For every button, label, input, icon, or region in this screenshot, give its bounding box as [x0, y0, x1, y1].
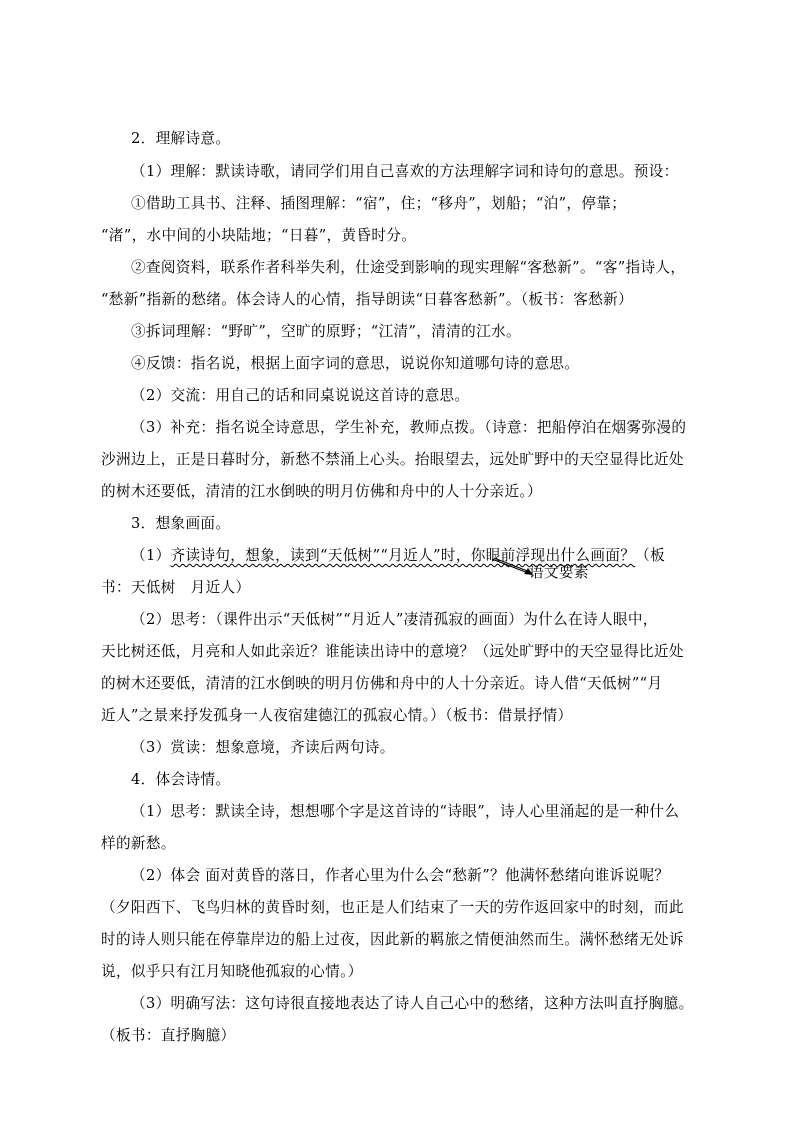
- paragraph-line: 近人”之景来抒发孤身一人夜宿建德江的孤寂心情。）（板书：借景抒情）: [101, 707, 573, 724]
- paragraph-line: （1）思考：默读全诗，想想哪个字是这首诗的“诗眼”，诗人心里涌起的是一种什么: [131, 803, 680, 820]
- paragraph-line: 天比树还低，月亮和人如此亲近？谁能读出诗中的意境？（远处旷野中的天空显得比近处: [101, 643, 684, 660]
- section-heading-3: 3．想象画面。: [131, 515, 231, 532]
- paragraph-line: （2）思考：（课件出示“天低树”“月近人”凄清孤寂的画面）为什么在诗人眼中，: [131, 611, 658, 628]
- paragraph-line: （夕阳西下、飞鸟归林的黄昏时刻，也正是人们结束了一天的劳作返回家中的时刻，而此: [101, 899, 684, 916]
- paragraph-line: （3）补充：指名说全诗意思，学生补充，教师点拨。（诗意：把船停泊在烟雾弥漫的: [131, 419, 687, 436]
- paragraph-line: 时的诗人则只能在停靠岸边的船上过夜，因此新的羁旅之情便油然而生。满怀愁绪无处诉: [101, 931, 684, 948]
- paragraph-line: 的树木还要低，清清的江水倒映的明月仿佛和舟中的人十分亲近。诗人借“天低树”“月: [101, 675, 663, 692]
- section-heading-2: 2．理解诗意。: [131, 130, 231, 147]
- annotation-arrow-icon: [490, 556, 534, 578]
- paragraph-line: ④反馈：指名说，根据上面字词的意思，说说你知道哪句诗的意思。: [131, 355, 580, 372]
- paragraph-text: （板: [635, 547, 666, 564]
- underlined-phrase: 齐读诗句，想象，读到“天低树”“月近人”时，你眼前浮现出什么画面？: [170, 547, 636, 564]
- paragraph-line: 说，似乎只有江月知晓他孤寂的心情。）: [101, 963, 363, 980]
- paragraph-line: （板书：直抒胸臆）: [101, 1027, 236, 1044]
- paragraph-line: “渚”，水中间的小块陆地；“日暮”，黄昏时分。: [101, 227, 417, 244]
- paragraph-line: “愁新”指新的愁绪。体会诗人的心情，指导朗读“日暮客愁新”。（板书：客愁新）: [101, 291, 634, 308]
- paragraph-line: （1）理解：默读诗歌，请同学们用自己喜欢的方法理解字词和诗句的意思。预设：: [131, 163, 679, 180]
- paragraph-line: 的树木还要低，清清的江水倒映的明月仿佛和舟中的人十分亲近。）: [101, 483, 543, 500]
- item-number: （1）: [131, 547, 171, 564]
- paragraph-line: 样的新愁。: [101, 835, 176, 852]
- paragraph-line: （3）赏读：想象意境，齐读后两句诗。: [131, 739, 395, 756]
- paragraph-line: 书：天低树 月近人）: [101, 579, 251, 596]
- paragraph-line: 沙洲边上，正是日暮时分，新愁不禁涌上心头。抬眼望去，远处旷野中的天空显得比近处: [101, 451, 684, 468]
- paragraph-line: （3）明确写法：这句诗很直接地表达了诗人自己心中的愁绪，这种方法叫直抒胸臆。: [131, 995, 694, 1012]
- paragraph-line: （2）体会 面对黄昏的落日，作者心里为什么会“愁新”？他满怀愁绪向谁诉说呢？: [131, 867, 670, 884]
- paragraph-line: ①借助工具书、注释、插图理解：“宿”，住；“移舟”，划船；“泊”，停靠；: [131, 195, 627, 212]
- section-heading-4: 4．体会诗情。: [131, 771, 231, 788]
- paragraph-line: （2）交流：用自己的话和同桌说说这首诗的意思。: [131, 387, 470, 404]
- paragraph-line: ③拆词理解：“野旷”，空旷的原野；“江清”，清清的江水。: [131, 323, 521, 340]
- paragraph-line: ②查阅资料，联系作者科举失利，仕途受到影响的现实理解“客愁新”。“客”指诗人，: [131, 259, 686, 276]
- annotation-label: 语文要素: [529, 564, 589, 581]
